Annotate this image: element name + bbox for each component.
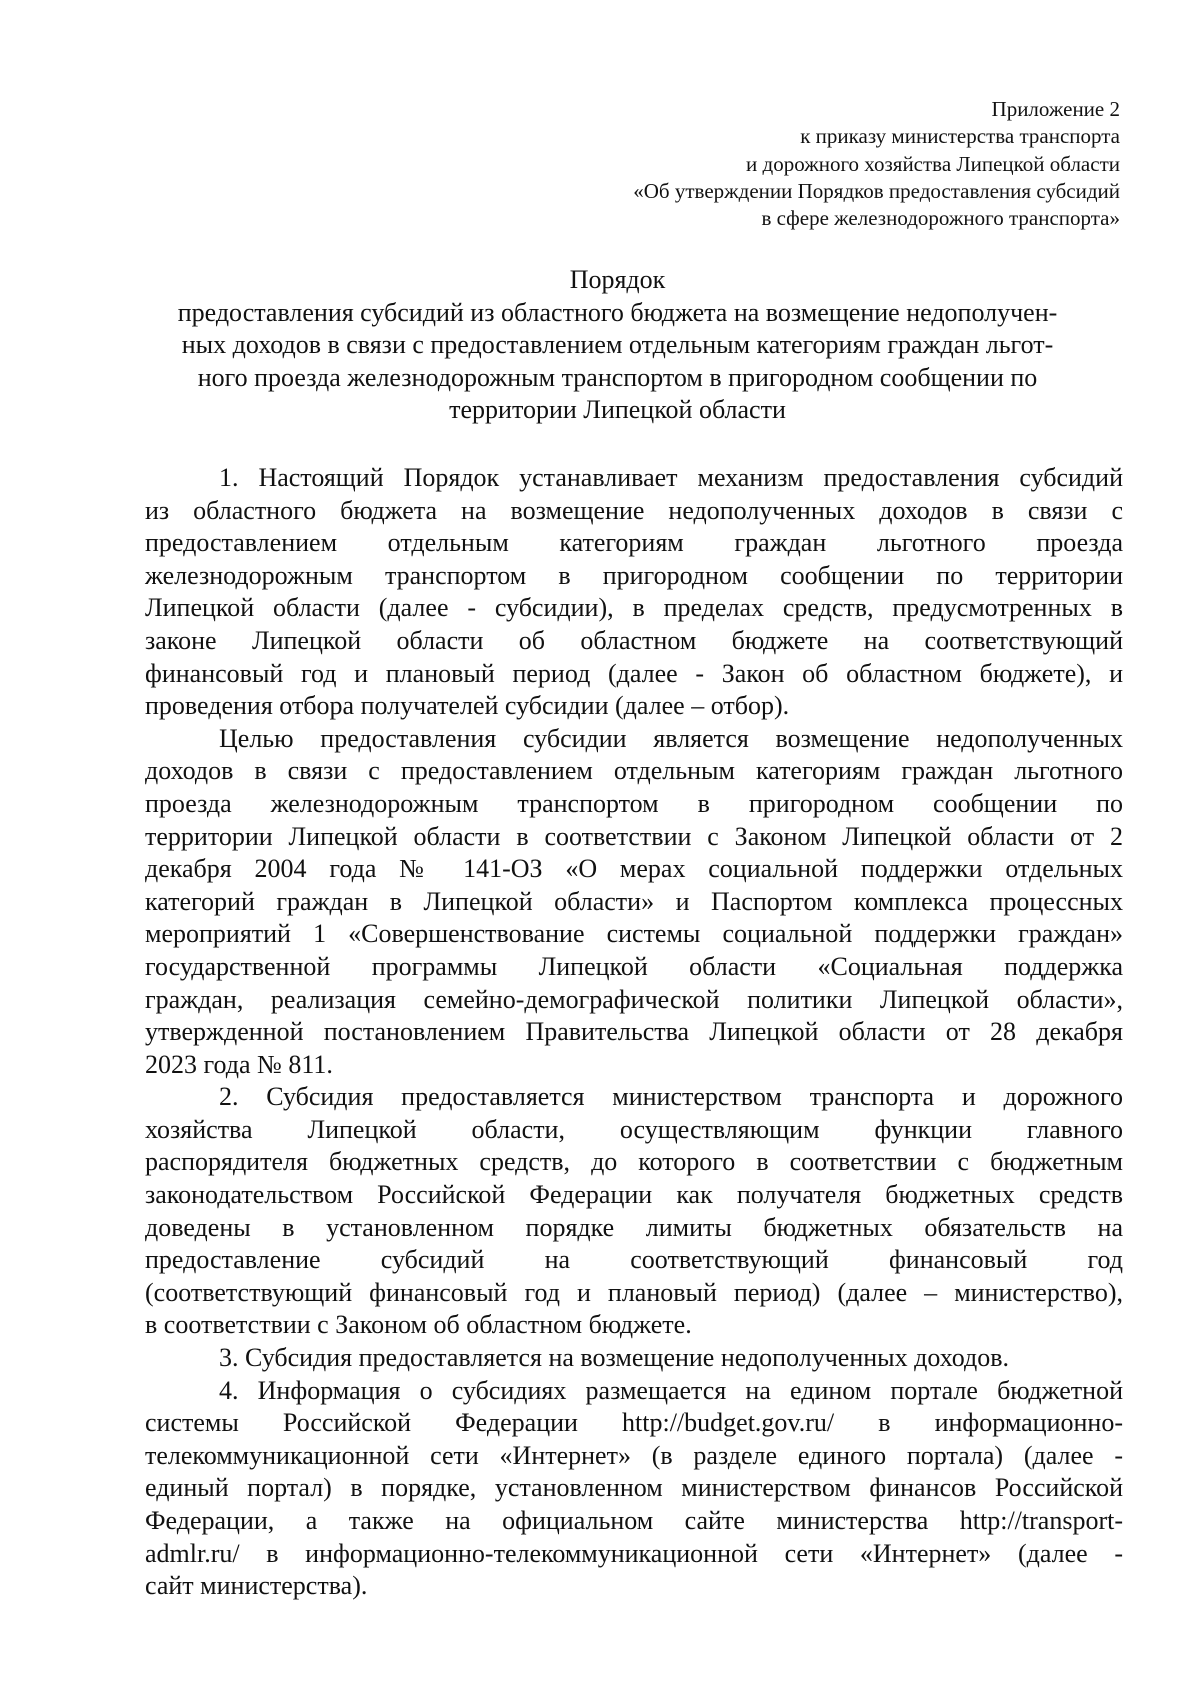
text-line: из областного бюджета на возмещение недополученных доходов в связи с [145, 495, 1123, 525]
text-line: утвержденной постановлением Правительства Липецкой области от 28 декабря [145, 1017, 1123, 1047]
text-line: доведены в установленном порядке лимиты бюджетных обязательств на [145, 1212, 1123, 1242]
text-line: admlr.ru/ в информационно-телекоммуникационной сети «Интернет» (далее - [145, 1538, 1123, 1568]
text-line: мероприятий 1 «Совершенствование системы социальной поддержки граждан» [145, 919, 1123, 949]
text-line: (соответствующий финансовый год и плановый период) (далее – министерство), [145, 1277, 1123, 1307]
text-line: единый портал) в порядке, установленном министерством финансов Российской [145, 1473, 1123, 1503]
text-line: хозяйства Липецкой области, осуществляющим функции главного [145, 1114, 1123, 1144]
text-line: проезда железнодорожным транспортом в пригородном сообщении по [145, 788, 1123, 818]
appendix-line: к приказу министерства транспорта [800, 124, 1120, 149]
text-line: 3. Субсидия предоставляется на возмещение недополученных доходов. [219, 1343, 1009, 1373]
text-line: категорий граждан в Липецкой области» и Паспортом комплекса процессных [145, 886, 1123, 916]
text-line: Целью предоставления субсидии является возмещение недополученных [219, 723, 1123, 753]
title-line: территории Липецкой области [449, 395, 786, 424]
text-line: законодательством Российской Федерации как получателя бюджетных средств [145, 1180, 1123, 1210]
text-line: телекоммуникационной сети «Интернет» (в разделе единого портала) (далее - [145, 1440, 1123, 1470]
appendix-header [420, 96, 1120, 232]
title-line: предоставления субсидий из областного бюджета на возмещение недополучен- [177, 297, 1058, 327]
text-line: финансовый год и плановый период (далее - Закон об областном бюджете), и [145, 658, 1123, 688]
text-line: 1. Настоящий Порядок устанавливает механизм предоставления субсидий [219, 463, 1123, 492]
text-line: предоставлением отдельным категориям граждан льготного проезда [145, 528, 1123, 558]
title-line: ного проезда железнодорожным транспортом в пригородном сообщении по [197, 362, 1038, 392]
text-line: железнодорожным транспортом в пригородном сообщении по территории [145, 560, 1123, 590]
text-line: предоставление субсидий на соответствующий финансовый год [145, 1245, 1123, 1275]
text-line: 2. Субсидия предоставляется министерством транспорта и дорожного [219, 1082, 1123, 1112]
text-line: государственной программы Липецкой области «Социальная поддержка [145, 951, 1123, 981]
text-line: законе Липецкой области об областном бюджете на соответствующий [145, 625, 1123, 655]
title-heading: Порядок [569, 265, 666, 294]
text-line: доходов в связи с предоставлением отдельным категориям граждан льготного [145, 756, 1123, 786]
text-line: граждан, реализация семейно-демографической политики Липецкой области», [145, 984, 1123, 1014]
paragraph-2 [145, 1081, 1123, 1342]
document-body [145, 462, 1123, 1603]
title-line: ных доходов в связи с предоставлением отдельным категориям граждан льгот- [181, 330, 1054, 359]
text-line: территории Липецкой области в соответствии с Законом Липецкой области от 2 [145, 821, 1123, 851]
paragraph-purpose [145, 723, 1123, 1082]
appendix-line: Приложение 2 [991, 97, 1120, 121]
text-line: распорядителя бюджетных средств, до которого в соответствии с бюджетным [145, 1147, 1123, 1177]
paragraph-4 [145, 1375, 1123, 1603]
text-line: Липецкой области (далее - субсидии), в пределах средств, предусмотренных в [145, 593, 1123, 623]
text-line: сайт министерства). [145, 1571, 368, 1601]
text-line: системы Российской Федерации http://budget.gov.ru/ в информационно- [145, 1408, 1123, 1438]
text-line: 4. Информация о субсидиях размещается на едином портале бюджетной [219, 1375, 1123, 1405]
text-line: в соответствии с Законом об областном бюджете. [145, 1310, 692, 1340]
document-title [145, 264, 1090, 427]
text-line: Федерации, а также на официальном сайте министерства http://transport- [145, 1506, 1123, 1535]
paragraph-1 [145, 462, 1123, 723]
appendix-line: и дорожного хозяйства Липецкой области [746, 151, 1120, 176]
appendix-line: «Об утверждении Порядков предоставления субсидий [633, 178, 1120, 203]
text-line: проведения отбора получателей субсидии (далее – отбор). [145, 691, 790, 721]
text-line: 2023 года № 811. [145, 1049, 333, 1079]
text-line: декабря 2004 года № 141-ОЗ «О мерах социальной поддержки отдельных [145, 854, 1123, 884]
paragraph-3 [145, 1342, 1123, 1375]
appendix-line: в сфере железнодорожного транспорта» [761, 206, 1120, 231]
